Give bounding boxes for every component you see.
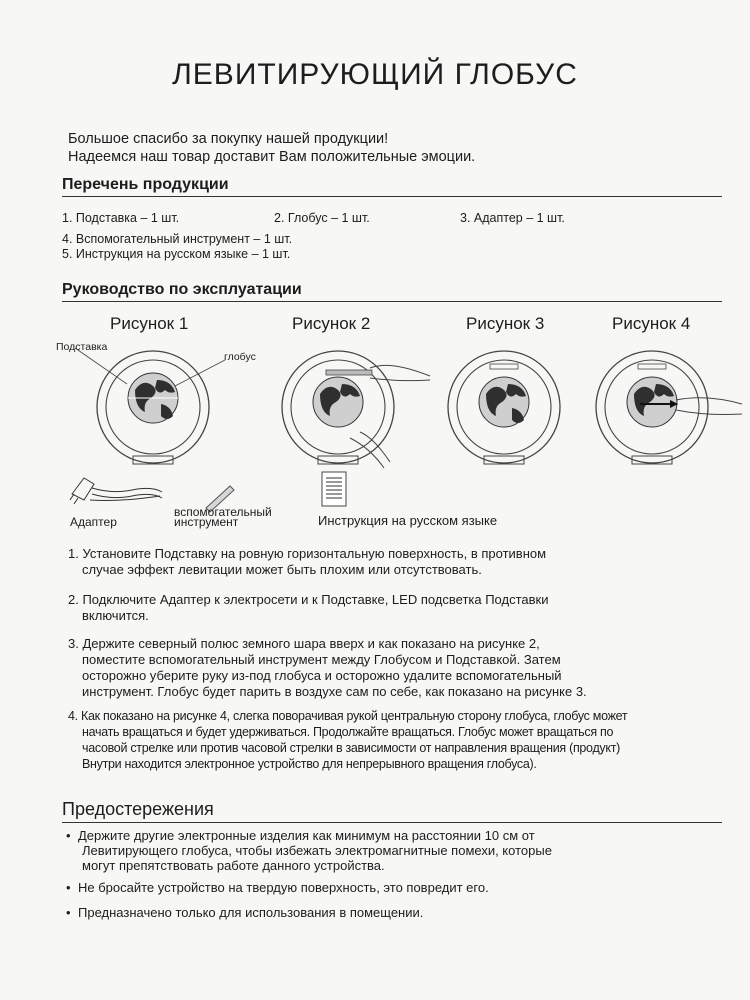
- contents-item-1: 1. Подставка – 1 шт.: [62, 211, 180, 225]
- contents-item-5: 5. Инструкция на русском языке – 1 шт.: [62, 247, 291, 261]
- adapter-icon: [66, 470, 166, 514]
- warning-2: [66, 880, 706, 895]
- step-4-line-4: Внутри находится электронное устройство для непрерывного вращения глобуса).: [82, 757, 537, 771]
- step-4-line-1: 4. Как показано на рисунке 4, слегка поворачивая рукой центральную сторону глобуса, глобус может: [68, 709, 628, 723]
- warning-2-bullet: •: [66, 880, 71, 895]
- contents-item-4: 4. Вспомогательный инструмент – 1 шт.: [62, 232, 293, 246]
- figure-1-illustration: [95, 350, 215, 470]
- step-3: [68, 636, 708, 700]
- manual-booklet-icon: [320, 470, 350, 510]
- figure-4-title: Рисунок 4: [612, 314, 691, 333]
- page-title: ЛЕВИТИРУЮЩИЙ ГЛОБУС: [172, 58, 578, 91]
- warning-3: [66, 905, 706, 920]
- step-4-line-2: начать вращаться и будет удерживаться. Продолжайте вращаться. Глобус может вращаться по: [82, 725, 614, 739]
- figure-1-stand-label: Подставка: [56, 341, 108, 353]
- step-3-line-3: осторожно уберите руку из-под глобуса и осторожно удалите вспомогательный: [82, 668, 562, 683]
- figure-1-globe-label: глобус: [224, 351, 256, 363]
- step-1-line-2: случае эффект левитации может быть плохим или отсутствовать.: [82, 562, 482, 577]
- contents-item-2: 2. Глобус – 1 шт.: [274, 211, 370, 225]
- intro-text: [68, 130, 475, 166]
- figure-1-title: Рисунок 1: [110, 314, 189, 333]
- step-3-line-2: поместите вспомогательный инструмент между Глобусом и Подставкой. Затем: [82, 652, 561, 667]
- figure-3-title: Рисунок 3: [466, 314, 545, 333]
- step-2: [68, 592, 708, 624]
- warnings-heading: Предостережения: [62, 799, 722, 823]
- tool-label-line-2: инструмент: [174, 515, 239, 529]
- step-2-line-2: включится.: [82, 608, 149, 623]
- warning-2-line-1: Не бросайте устройство на твердую поверхность, это повредит его.: [78, 880, 489, 895]
- step-3-line-4: инструмент. Глобус будет парить в воздухе сам по себе, как показано на рисунке 3.: [82, 684, 587, 699]
- manual-heading: Руководство по эксплуатации: [62, 281, 722, 302]
- figure-4-illustration: [594, 350, 744, 470]
- warning-3-line-1: Предназначено только для использования в помещении.: [78, 905, 424, 920]
- warning-1: [66, 828, 706, 873]
- instruction-label: Инструкция на русском языке: [318, 513, 498, 528]
- intro-line-2: Надеемся наш товар доставит Вам положительные эмоции.: [68, 149, 476, 165]
- step-4-line-3: часовой стрелке или против часовой стрелки в зависимости от направления вращения (продукт): [82, 741, 620, 755]
- figure-3-illustration: [446, 350, 566, 470]
- warning-1-line-1: Держите другие электронные изделия как минимум на расстоянии 10 см от: [78, 828, 535, 843]
- contents-heading: Перечень продукции: [62, 176, 722, 197]
- contents-item-3: 3. Адаптер – 1 шт.: [460, 211, 565, 225]
- adapter-label: Адаптер: [70, 515, 117, 529]
- figure-2-illustration: [280, 350, 430, 470]
- warning-1-bullet: •: [66, 828, 71, 843]
- warning-1-line-2: Левитирующего глобуса, чтобы избежать электромагнитные помехи, которые: [82, 843, 552, 858]
- warning-3-bullet: •: [66, 905, 71, 920]
- step-3-line-1: 3. Держите северный полюс земного шара вверх и как показано на рисунке 2,: [68, 636, 540, 651]
- step-2-line-1: 2. Подключите Адаптер к электросети и к Подставке, LED подсветка Подставки: [68, 592, 549, 607]
- figure-2-title: Рисунок 2: [292, 314, 371, 333]
- warning-1-line-3: могут препятствовать работе данного устройства.: [82, 858, 385, 873]
- tool-label: [174, 507, 272, 527]
- step-1: [68, 546, 708, 578]
- intro-line-1: Большое спасибо за покупку нашей продукции!: [68, 131, 389, 147]
- step-4: [68, 708, 728, 772]
- tool-label-line-1: вспомогательный: [174, 505, 272, 519]
- step-1-line-1: 1. Установите Подставку на ровную горизонтальную поверхность, в противном: [68, 546, 547, 561]
